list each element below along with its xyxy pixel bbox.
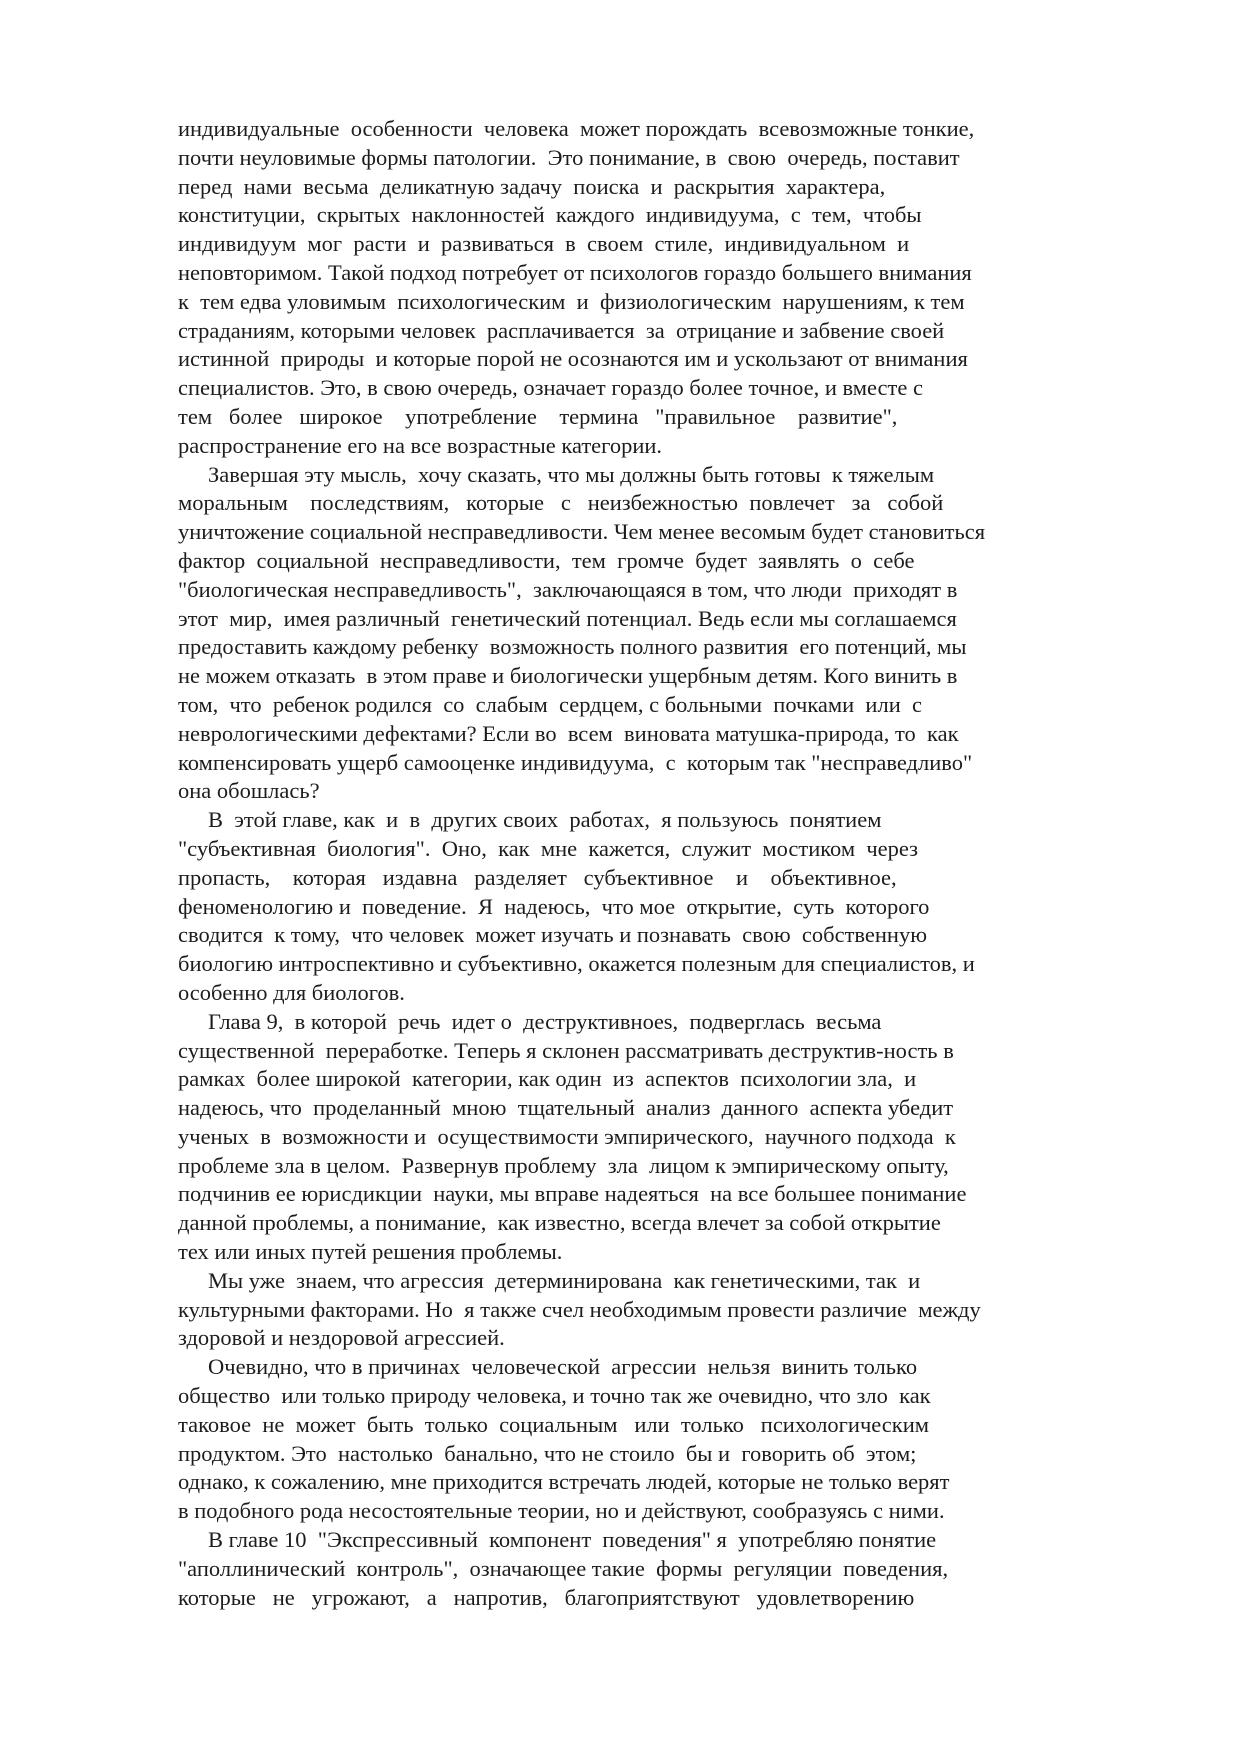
text-line: индивидуум мог расти и развиваться в своем стиле, индивидуальном и [178, 231, 910, 257]
paragraph-first-line: Очевидно, что в причинах человеческой агрессии нельзя винить только [208, 1354, 918, 1380]
text-line: не можем отказать в этом праве и биологически ущербным детям. Кого винить в [178, 663, 958, 689]
text-line: компенсировать ущерб самооценке индивидуума, с которым так "несправедливо" [178, 749, 973, 775]
text-line: уничтожение социальной несправедливости. Чем менее весомым будет становиться [178, 519, 986, 545]
text-line: подчинив ее юрисдикции науки, мы вправе надеяться на все большее понимание [178, 1181, 967, 1207]
text-line: общество или только природу человека, и точно так же очевидно, что зло как [178, 1383, 931, 1409]
text-line: существенной переработке. Теперь я склонен рассматривать деструктив-ность в [178, 1037, 954, 1063]
paragraph-first-line: Глава 9, в которой речь идет о деструктивноes, подверглась весьма [208, 1008, 882, 1034]
text-line: "аполлинический контроль", означающее такие формы регуляции поведения, [178, 1555, 949, 1581]
text-line: страданиям, которыми человек расплачивается за отрицание и забвение своей [178, 317, 945, 343]
paragraph-first-line: Мы уже знаем, что агрессия детерминирована как генетическими, так и [208, 1267, 921, 1293]
text-line: неповторимом. Такой подход потребует от психологов гораздо большего внимания [178, 259, 972, 285]
text-line: конституции, скрытых наклонностей каждого индивидуума, с тем, чтобы [178, 202, 922, 228]
text-line: почти неуловимые формы патологии. Это понимание, в свою очередь, поставит [178, 144, 960, 170]
text-line: истинной природы и которые порой не осознаются им и ускользают от внимания [178, 346, 968, 372]
text-line: феноменологию и поведение. Я надеюсь, что мое открытие, суть которого [178, 893, 930, 919]
text-line: ученых в возможности и осуществимости эмпирического, научного подхода к [178, 1123, 956, 1149]
text-line: фактор социальной несправедливости, тем громче будет заявлять о себе [178, 547, 915, 573]
text-line: здоровой и нездоровой агрессией. [178, 1325, 505, 1351]
text-line: рамках более широкой категории, как один из аспектов психологии зла, и [178, 1066, 917, 1092]
text-line: в подобного рода несостоятельные теории, но и действуют, сообразуясь с ними. [178, 1498, 945, 1524]
paragraph-first-line: Завершая эту мысль, хочу сказать, что мы должны быть готовы к тяжелым [208, 461, 935, 487]
text-line: распространение его на все возрастные категории. [178, 432, 663, 458]
text-line: надеюсь, что проделанный мною тщательный анализ данного аспекта убедит [178, 1095, 954, 1121]
text-line: сводится к тому, что человек может изучать и познавать свою собственную [178, 922, 928, 948]
text-line: том, что ребенок родился со слабым сердцем, с больными почками или с [178, 691, 922, 717]
text-line: тем более широкое употребление термина "правильное развитие", [178, 403, 898, 429]
paragraph-first-line: В этой главе, как и в других своих работах, я пользуюсь понятием [208, 807, 882, 833]
text-line: перед нами весьма деликатную задачу поиска и раскрытия характера, [178, 173, 886, 199]
text-line: она обошлась? [178, 778, 320, 804]
text-line: "биологическая несправедливость", заключающаяся в том, что люди приходят в [178, 576, 958, 602]
text-line: биологию интроспективно и субъективно, окажется полезным для специалистов, и [178, 951, 975, 977]
text-line: специалистов. Это, в свою очередь, означает гораздо более точное, и вместе с [178, 375, 923, 401]
text-line: к тем едва уловимым психологическим и физиологическим нарушениям, к тем [178, 288, 965, 314]
text-line: тех или иных путей решения проблемы. [178, 1239, 563, 1265]
text-line: культурными факторами. Но я также счел необходимым провести различие между [178, 1296, 981, 1322]
text-line: данной проблемы, а понимание, как известно, всегда влечет за собой открытие [178, 1210, 941, 1236]
body-text [178, 115, 1078, 1612]
text-line: однако, к сожалению, мне приходится встречать людей, которые не только верят [178, 1469, 950, 1495]
text-line: "субъективная биология". Оно, как мне кажется, служит мостиком через [178, 835, 919, 861]
text-line: которые не угрожают, а напротив, благоприятствуют удовлетворению [178, 1584, 915, 1610]
text-line: индивидуальные особенности человека может порождать всевозможные тонкие, [178, 116, 975, 141]
text-line: проблеме зла в целом. Развернув проблему зла лицом к эмпирическому опыту, [178, 1152, 949, 1178]
text-line: моральным последствиям, которые с неизбежностью повлечет за собой [178, 490, 944, 516]
text-line: пропасть, которая издавна разделяет субъективное и объективное, [178, 864, 897, 890]
text-line: продуктом. Это настолько банально, что не стоило бы и говорить об этом; [178, 1440, 917, 1466]
text-line: особенно для биологов. [178, 979, 405, 1005]
paragraph-first-line: В главе 10 "Экспрессивный компонент поведения" я употребляю понятие [208, 1527, 937, 1553]
text-line: предоставить каждому ребенку возможность полного развития его потенций, мы [178, 634, 967, 660]
text-line: неврологическими дефектами? Если во всем виновата матушка-природа, то как [178, 720, 959, 746]
text-line: этот мир, имея различный генетический потенциал. Ведь если мы соглашаемся [178, 605, 957, 631]
text-line: таковое не может быть только социальным или только психологическим [178, 1411, 930, 1437]
